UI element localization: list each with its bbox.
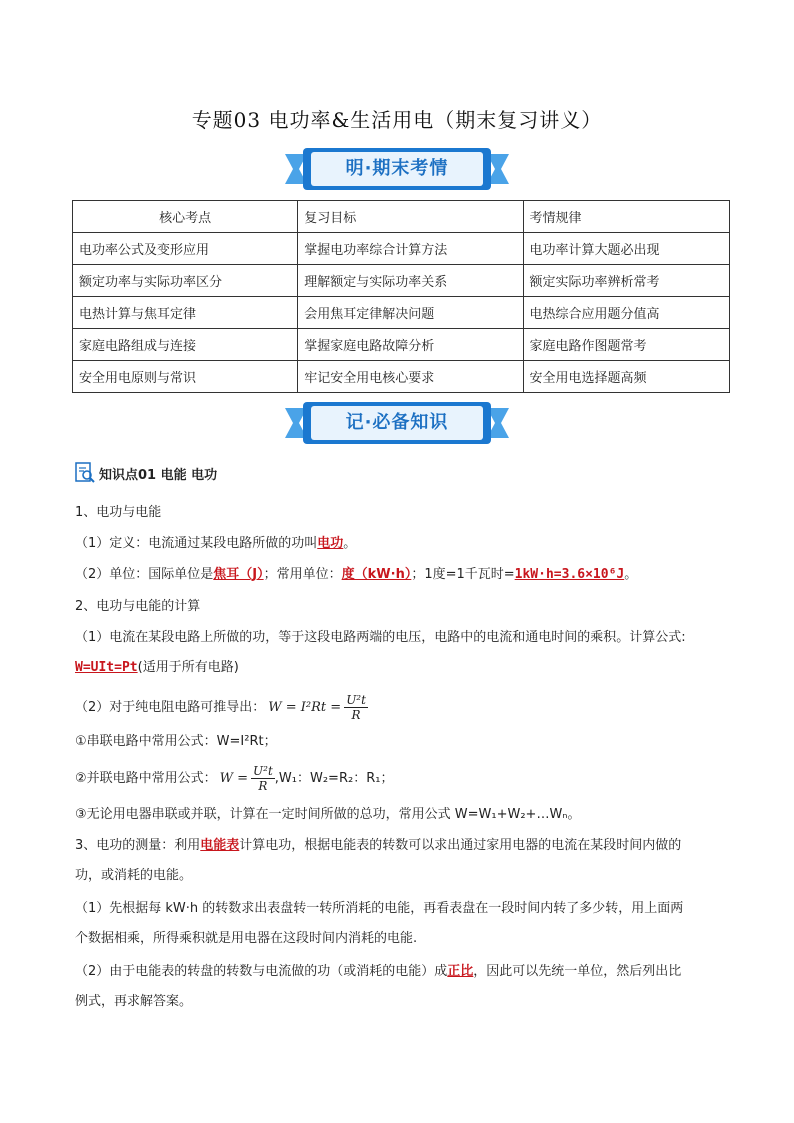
banner-title: 记·必备知识 — [345, 412, 449, 433]
text: ；常用单位： — [263, 567, 342, 582]
keyword: 电能表 — [200, 838, 240, 853]
knowledge-point-heading — [75, 462, 217, 484]
table-row — [73, 329, 730, 361]
table-cell: 牢记安全用电核心要求 — [298, 361, 523, 393]
table-cell: 安全用电选择题高频 — [523, 361, 730, 393]
table-row — [73, 233, 730, 265]
keyword: 焦耳（J） — [213, 567, 264, 582]
table-row — [73, 265, 730, 297]
text: （1）定义：电流通过某段电路所做的功叫 — [75, 536, 318, 551]
table-cell: 电热综合应用题分值高 — [523, 297, 730, 329]
magnifier-book-icon — [75, 462, 95, 484]
paragraph: 例式，再求解答案。 — [75, 994, 193, 1009]
page-title: 专题03 电功率&生活用电（期末复习讲义） — [191, 108, 603, 132]
table-header-cell: 考情规律 — [523, 201, 730, 233]
section-heading: 1、电功与电能 — [75, 505, 162, 520]
table-header-cell: 复习目标 — [298, 201, 523, 233]
text: ；1度=1千瓦时= — [411, 567, 515, 582]
paragraph: （1）先根据每 kW·h 的转数求出表盘转一转所消耗的电能，再看表盘在一段时间内转了多少转，用上面两 — [75, 901, 684, 916]
table-header-row — [73, 201, 730, 233]
fraction — [344, 693, 368, 722]
denominator: R — [351, 708, 361, 722]
table-row — [73, 361, 730, 393]
paragraph — [75, 764, 735, 793]
banner-title: 明·期末考情 — [345, 158, 449, 179]
numerator: U²t — [346, 693, 366, 707]
keyword: 正比 — [447, 964, 474, 979]
text: （2）由于电能表的转盘的转数与电流做的功（或消耗的电能）成 — [75, 964, 448, 979]
text: ②并联电路中常用公式： — [75, 770, 217, 786]
paragraph — [75, 836, 735, 856]
table-row — [73, 297, 730, 329]
paragraph — [75, 658, 735, 678]
table-cell: 家庭电路作图题常考 — [523, 329, 730, 361]
keyword: 度（kW·h） — [341, 567, 412, 582]
table-cell: 家庭电路组成与连接 — [73, 329, 298, 361]
formula: W = I²Rt = — [268, 699, 342, 715]
paragraph — [75, 534, 735, 554]
text: （2）单位：国际单位是 — [75, 567, 214, 582]
keyword: 1kW·h=3.6×10⁶J — [514, 567, 625, 582]
table-cell: 额定功率与实际功率区分 — [73, 265, 298, 297]
text: 。 — [343, 536, 357, 551]
text: （2）对于纯电阻电路可推导出： — [75, 699, 266, 715]
knowledge-point-title: 知识点01 电能 电功 — [99, 467, 218, 483]
numerator: U²t — [253, 764, 273, 778]
text: 。 — [624, 567, 638, 582]
table-cell: 电功率计算大题必出现 — [523, 233, 730, 265]
text: 计算电功，根据电能表的转数可以求出通过家用电器的电流在某段时间内做的 — [239, 838, 682, 853]
section-banner-exam — [285, 146, 509, 192]
section-heading: 2、电功与电能的计算 — [75, 599, 201, 614]
paragraph — [75, 693, 735, 722]
keyword: 电功 — [317, 536, 344, 551]
paragraph: ①串联电路中常用公式：W=I²Rt； — [75, 734, 277, 749]
paragraph: （1）电流在某段电路上所做的功，等于这段电路两端的电压，电路中的电流和通电时间的乘积。计算公式: — [75, 630, 686, 645]
table-cell: 电热计算与焦耳定律 — [73, 297, 298, 329]
text: (适用于所有电路) — [137, 660, 239, 675]
exam-overview-table — [72, 200, 730, 393]
table-cell: 电功率公式及变形应用 — [73, 233, 298, 265]
table-cell: 掌握家庭电路故障分析 — [298, 329, 523, 361]
section-banner-knowledge — [285, 400, 509, 446]
paragraph: ③无论用电器串联或并联，计算在一定时间所做的总功，常用公式 W=W₁+W₂+…Wₙ。 — [75, 807, 581, 822]
table-cell: 理解额定与实际功率关系 — [298, 265, 523, 297]
table-cell: 安全用电原则与常识 — [73, 361, 298, 393]
table-cell: 掌握电功率综合计算方法 — [298, 233, 523, 265]
paragraph: 个数据相乘，所得乘积就是用电器在这段时间内消耗的电能. — [75, 931, 418, 946]
text: 3、电功的测量：利用 — [75, 838, 201, 853]
table-header-cell: 核心考点 — [73, 201, 298, 233]
text: ，因此可以先统一单位，然后列出比 — [473, 964, 682, 979]
text: ,W₁：W₂=R₂：R₁； — [274, 770, 394, 786]
paragraph — [75, 962, 735, 982]
formula-keyword: W=UIt=Pt — [75, 660, 138, 675]
fraction — [251, 764, 275, 793]
table-cell: 会用焦耳定律解决问题 — [298, 297, 523, 329]
table-cell: 额定实际功率辨析常考 — [523, 265, 730, 297]
denominator: R — [258, 779, 268, 793]
paragraph: 功，或消耗的电能。 — [75, 868, 193, 883]
paragraph — [75, 565, 735, 585]
formula: W = — [219, 770, 249, 786]
